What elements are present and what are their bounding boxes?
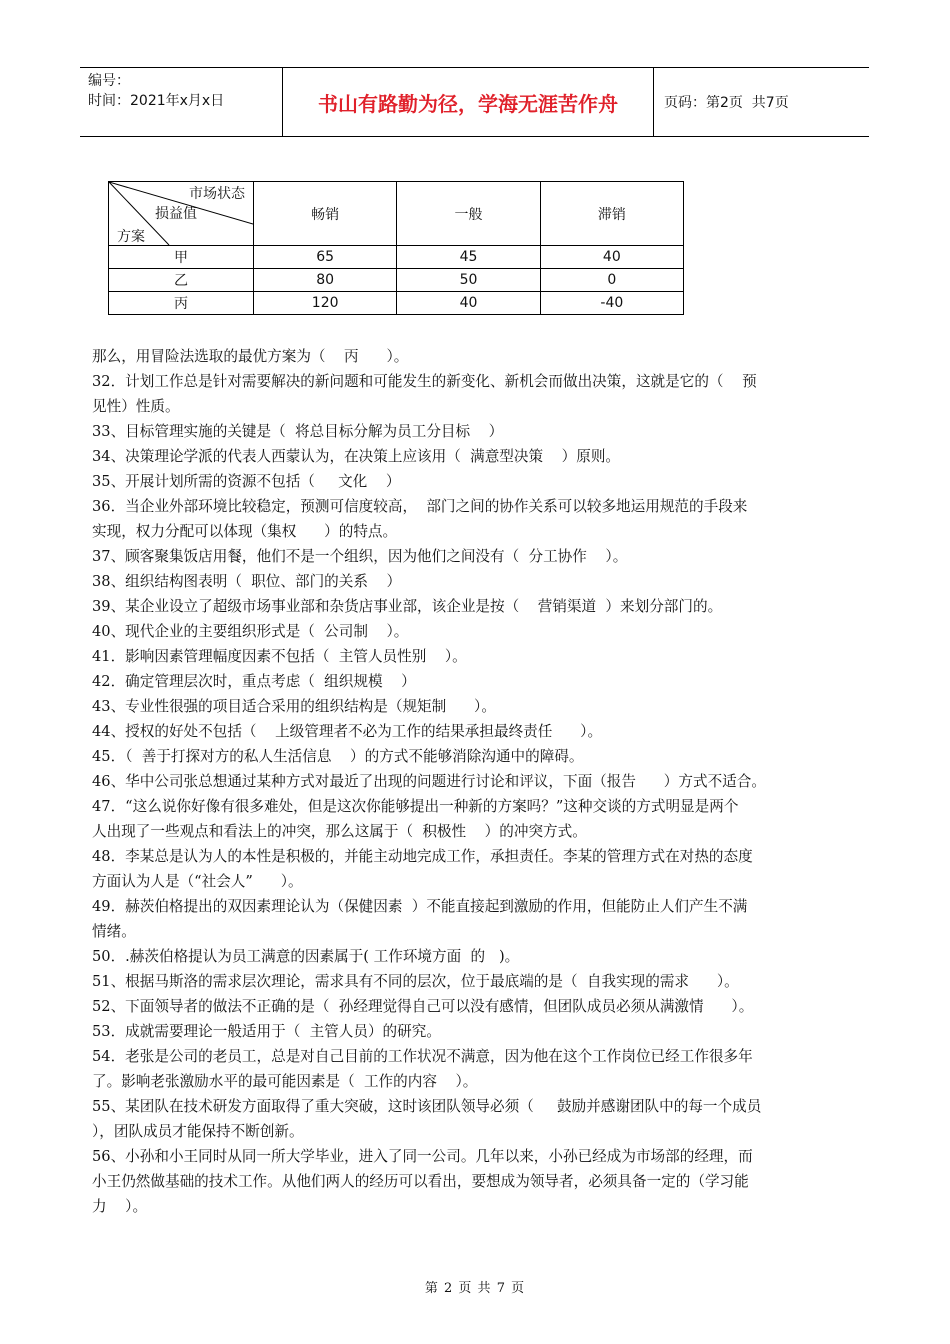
text-line: 56、小孙和小王同时从同一所大学毕业，进入了同一公司。几年以来，小孙已经成为市场部的经理，而 <box>92 1148 753 1165</box>
text-line: 54．老张是公司的老员工，总是对自己目前的工作状况不满意，因为他在这个工作岗位已经工作很多年 <box>92 1048 753 1065</box>
column-header: 一般 <box>397 182 540 246</box>
diag-market-state: 市场状态 <box>189 186 245 202</box>
header-left <box>80 68 282 136</box>
table-cell: -40 <box>540 292 683 315</box>
text-line: 人出现了一些观点和看法上的冲突，那么这属于（ 积极性 ）的冲突方式。 <box>92 823 587 840</box>
table-header-row <box>109 182 684 246</box>
text-line: 36．当企业外部环境比较稳定，预测可信度较高， 部门之间的协作关系可以较多地运用规范的手段来 <box>92 498 748 515</box>
row-plan: 丙 <box>109 292 254 315</box>
text-line: 了。影响老张激励水平的最可能因素是（ 工作的内容 ）。 <box>92 1073 478 1090</box>
page-header <box>80 67 869 137</box>
text-line: 41．影响因素管理幅度因素不包括（ 主管人员性别 ）。 <box>92 648 467 665</box>
table-cell: 50 <box>397 269 540 292</box>
header-page-info <box>654 68 869 136</box>
table-cell: 120 <box>254 292 397 315</box>
text-line: 47．“这么说你好像有很多难处，但是这次你能够提出一种新的方案吗？”这种交谈的方式明显是两个 <box>92 798 739 815</box>
question-list <box>92 344 872 1219</box>
text-line: 51、根据马斯洛的需求层次理论，需求具有不同的层次，位于最底端的是（ 自我实现的需求 ）。 <box>92 973 739 990</box>
text-line: 37、顾客聚集饭店用餐，他们不是一个组织，因为他们之间没有（ 分工协作 ）。 <box>92 548 628 565</box>
text-line: 方面认为人是（“社会人” ）。 <box>92 873 303 890</box>
column-header: 畅销 <box>254 182 397 246</box>
text-line: 43、专业性很强的项目适合采用的组织结构是（规矩制 ）。 <box>92 698 496 715</box>
text-line: 50．.赫茨伯格提认为员工满意的因素属于( 工作环境方面 的 )。 <box>92 948 520 965</box>
number-label: 编号： <box>88 73 130 89</box>
table-row <box>109 246 684 269</box>
date-label: 时间：2021年x月x日 <box>88 93 225 109</box>
diag-plan: 方案 <box>117 229 145 245</box>
row-plan: 乙 <box>109 269 254 292</box>
text-line: 32．计划工作总是针对需要解决的新问题和可能发生的新变化、新机会而做出决策，这就是它的（ 预 <box>92 373 757 390</box>
table-cell: 80 <box>254 269 397 292</box>
text-line: 49．赫茨伯格提出的双因素理论认为（保健因素 ）不能直接起到激励的作用，但能防止人们产生不满 <box>92 898 748 915</box>
diagonal-header-cell <box>109 182 254 246</box>
decision-table <box>108 181 684 315</box>
text-line: 45．（ 善于打探对方的私人生活信息 ）的方式不能够消除沟通中的障碍。 <box>92 748 584 765</box>
table-cell: 0 <box>540 269 683 292</box>
table-cell: 45 <box>397 246 540 269</box>
table-row <box>109 269 684 292</box>
text-line: 34、决策理论学派的代表人西蒙认为，在决策上应该用（ 满意型决策 ）原则。 <box>92 448 621 465</box>
text-line: 35、开展计划所需的资源不包括（ 文化 ） <box>92 473 401 490</box>
text-line: 39、某企业设立了超级市场事业部和杂货店事业部，该企业是按（ 营销渠道 ）来划分部门的。 <box>92 598 723 615</box>
text-line: 40、现代企业的主要组织形式是（ 公司制 ）。 <box>92 623 409 640</box>
text-line: 力 ）。 <box>92 1198 148 1215</box>
text-line: 48．李某总是认为人的本性是积极的，并能主动地完成工作，承担责任。李某的管理方式在对热的态度 <box>92 848 753 865</box>
table-row <box>109 292 684 315</box>
diag-profit-value: 损益值 <box>155 206 197 222</box>
column-header: 滞销 <box>540 182 683 246</box>
text-line: 小王仍然做基础的技术工作。从他们两人的经历可以看出，要想成为领导者，必须具备一定的（学习能 <box>92 1173 749 1190</box>
text-line: ），团队成员才能保持不断创新。 <box>92 1123 304 1140</box>
table-cell: 40 <box>540 246 683 269</box>
text-line: 38、组织结构图表明（ 职位、部门的关系 ） <box>92 573 402 590</box>
motto: 书山有路勤为径，学海无涯苦作舟 <box>282 68 654 136</box>
text-line: 情绪。 <box>92 923 136 940</box>
text-line: 53．成就需要理论一般适用于（ 主管人员）的研究。 <box>92 1023 441 1040</box>
text-line: 42．确定管理层次时，重点考虑（ 组织规模 ） <box>92 673 416 690</box>
text-line: 55、某团队在技术研发方面取得了重大突破，这时该团队领导必须（ 鼓励并感谢团队中的每一个成员 <box>92 1098 762 1115</box>
text-line: 实现，权力分配可以体现（集权 ）的特点。 <box>92 523 398 540</box>
table-cell: 40 <box>397 292 540 315</box>
text-line: 33、目标管理实施的关键是（ 将总目标分解为员工分目标 ） <box>92 423 504 440</box>
text-line: 46、华中公司张总想通过某种方式对最近了出现的问题进行讨论和评议，下面（报告 ）方式不适合。 <box>92 773 766 790</box>
text-line: 见性）性质。 <box>92 398 180 415</box>
text-line: 52、下面领导者的做法不正确的是（ 孙经理觉得自己可以没有感情，但团队成员必须从满激情 ）。 <box>92 998 754 1015</box>
text-line: 那么，用冒险法选取的最优方案为（ 丙 ）。 <box>92 348 409 365</box>
row-plan: 甲 <box>109 246 254 269</box>
page-info: 页码：第2页 共7页 <box>664 95 789 111</box>
page-footer: 第 2 页 共 7 页 <box>424 1281 526 1296</box>
table-cell: 65 <box>254 246 397 269</box>
text-line: 44、授权的好处不包括（ 上级管理者不必为工作的结果承担最终责任 ）。 <box>92 723 603 740</box>
